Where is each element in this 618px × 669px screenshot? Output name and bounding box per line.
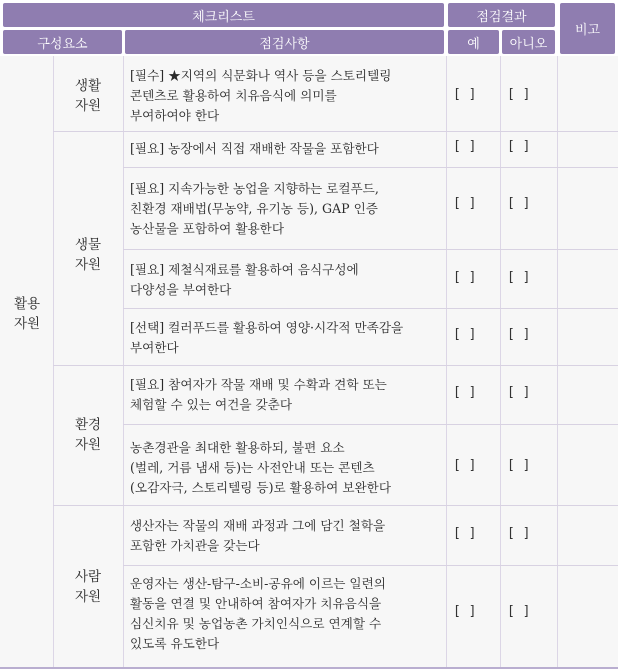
no-checkbox[interactable]: [ ] <box>507 604 531 619</box>
row-divider <box>123 249 618 250</box>
checklist-item: [필요] 농장에서 직접 재배한 작물을 포함한다 <box>130 141 379 156</box>
no-checkbox[interactable]: [ ] <box>507 139 531 154</box>
no-checkbox[interactable]: [ ] <box>507 196 531 211</box>
yes-checkbox[interactable]: [ ] <box>453 196 477 211</box>
checklist-item: 운영자는 생산-탐구-소비-공유에 이르는 일련의 활동을 연결 및 안내하여 참여자가 치유음식을 심신치유 및 농업농촌 가치인식으로 연계할 수 있도록 유도한다 <box>130 576 386 651</box>
category-label: 사람 자원 <box>74 569 102 605</box>
column-divider <box>446 56 447 669</box>
row-divider <box>53 131 618 132</box>
column-divider <box>123 56 124 669</box>
no-checkbox[interactable]: [ ] <box>507 87 531 102</box>
no-checkbox[interactable]: [ ] <box>507 526 531 541</box>
column-divider <box>53 56 54 669</box>
row-divider <box>123 565 618 566</box>
no-checkbox[interactable]: [ ] <box>507 270 531 285</box>
yes-checkbox[interactable]: [ ] <box>453 604 477 619</box>
column-divider <box>557 56 558 669</box>
row-divider <box>123 167 618 168</box>
checklist-item: [선택] 컬러푸드를 활용하여 영양·시각적 만족감을 부여한다 <box>130 320 404 355</box>
row-divider <box>123 424 618 425</box>
header-yes: 예 <box>448 30 499 54</box>
group-label: 활용 자원 <box>13 296 41 332</box>
column-divider <box>500 56 501 669</box>
yes-checkbox[interactable]: [ ] <box>453 327 477 342</box>
yes-checkbox[interactable]: [ ] <box>453 139 477 154</box>
header-remark: 비고 <box>560 3 615 54</box>
yes-checkbox[interactable]: [ ] <box>453 270 477 285</box>
no-checkbox[interactable]: [ ] <box>507 327 531 342</box>
checklist-item: [필요] 지속가능한 농업을 지향하는 로컬푸드, 친환경 재배법(무농약, 유기농 등), GAP 인증 농산물을 포함하여 활용한다 <box>130 181 379 236</box>
yes-checkbox[interactable]: [ ] <box>453 87 477 102</box>
yes-checkbox[interactable]: [ ] <box>453 385 477 400</box>
header-result: 점검결과 <box>448 3 555 27</box>
checklist-item: [필요] 참여자가 작물 재배 및 수확과 견학 또는 체험할 수 있는 여건을 갖춘다 <box>130 377 387 412</box>
checklist-item: 농촌경관을 최대한 활용하되, 불편 요소 (벌레, 거름 냄새 등)는 사전안내 또는 콘텐츠 (오감자극, 스토리텔링 등)로 활용하여 보완한다 <box>130 440 391 495</box>
checklist-item: 생산자는 작물의 재배 과정과 그에 담긴 철학을 포함한 가치관을 갖는다 <box>130 518 386 553</box>
no-checkbox[interactable]: [ ] <box>507 385 531 400</box>
yes-checkbox[interactable]: [ ] <box>453 526 477 541</box>
checklist-item: [필요] 제철식재료를 활용하여 음식구성에 다양성을 부여한다 <box>130 262 359 297</box>
row-divider <box>53 505 618 506</box>
category-label: 환경 자원 <box>74 417 102 453</box>
no-checkbox[interactable]: [ ] <box>507 458 531 473</box>
header-items: 점검사항 <box>125 30 444 54</box>
category-label: 생물 자원 <box>74 237 102 273</box>
yes-checkbox[interactable]: [ ] <box>453 458 477 473</box>
checklist-item: [필수] ★지역의 식문화나 역사 등을 스토리텔링 콘텐츠로 활용하여 치유음식에 의미를 부여하여야 한다 <box>130 68 392 123</box>
row-divider <box>123 308 618 309</box>
row-divider <box>53 365 618 366</box>
category-label: 생활 자원 <box>74 78 102 114</box>
header-checklist: 체크리스트 <box>3 3 444 27</box>
header-component: 구성요소 <box>3 30 122 54</box>
header-no: 아니오 <box>502 30 555 54</box>
